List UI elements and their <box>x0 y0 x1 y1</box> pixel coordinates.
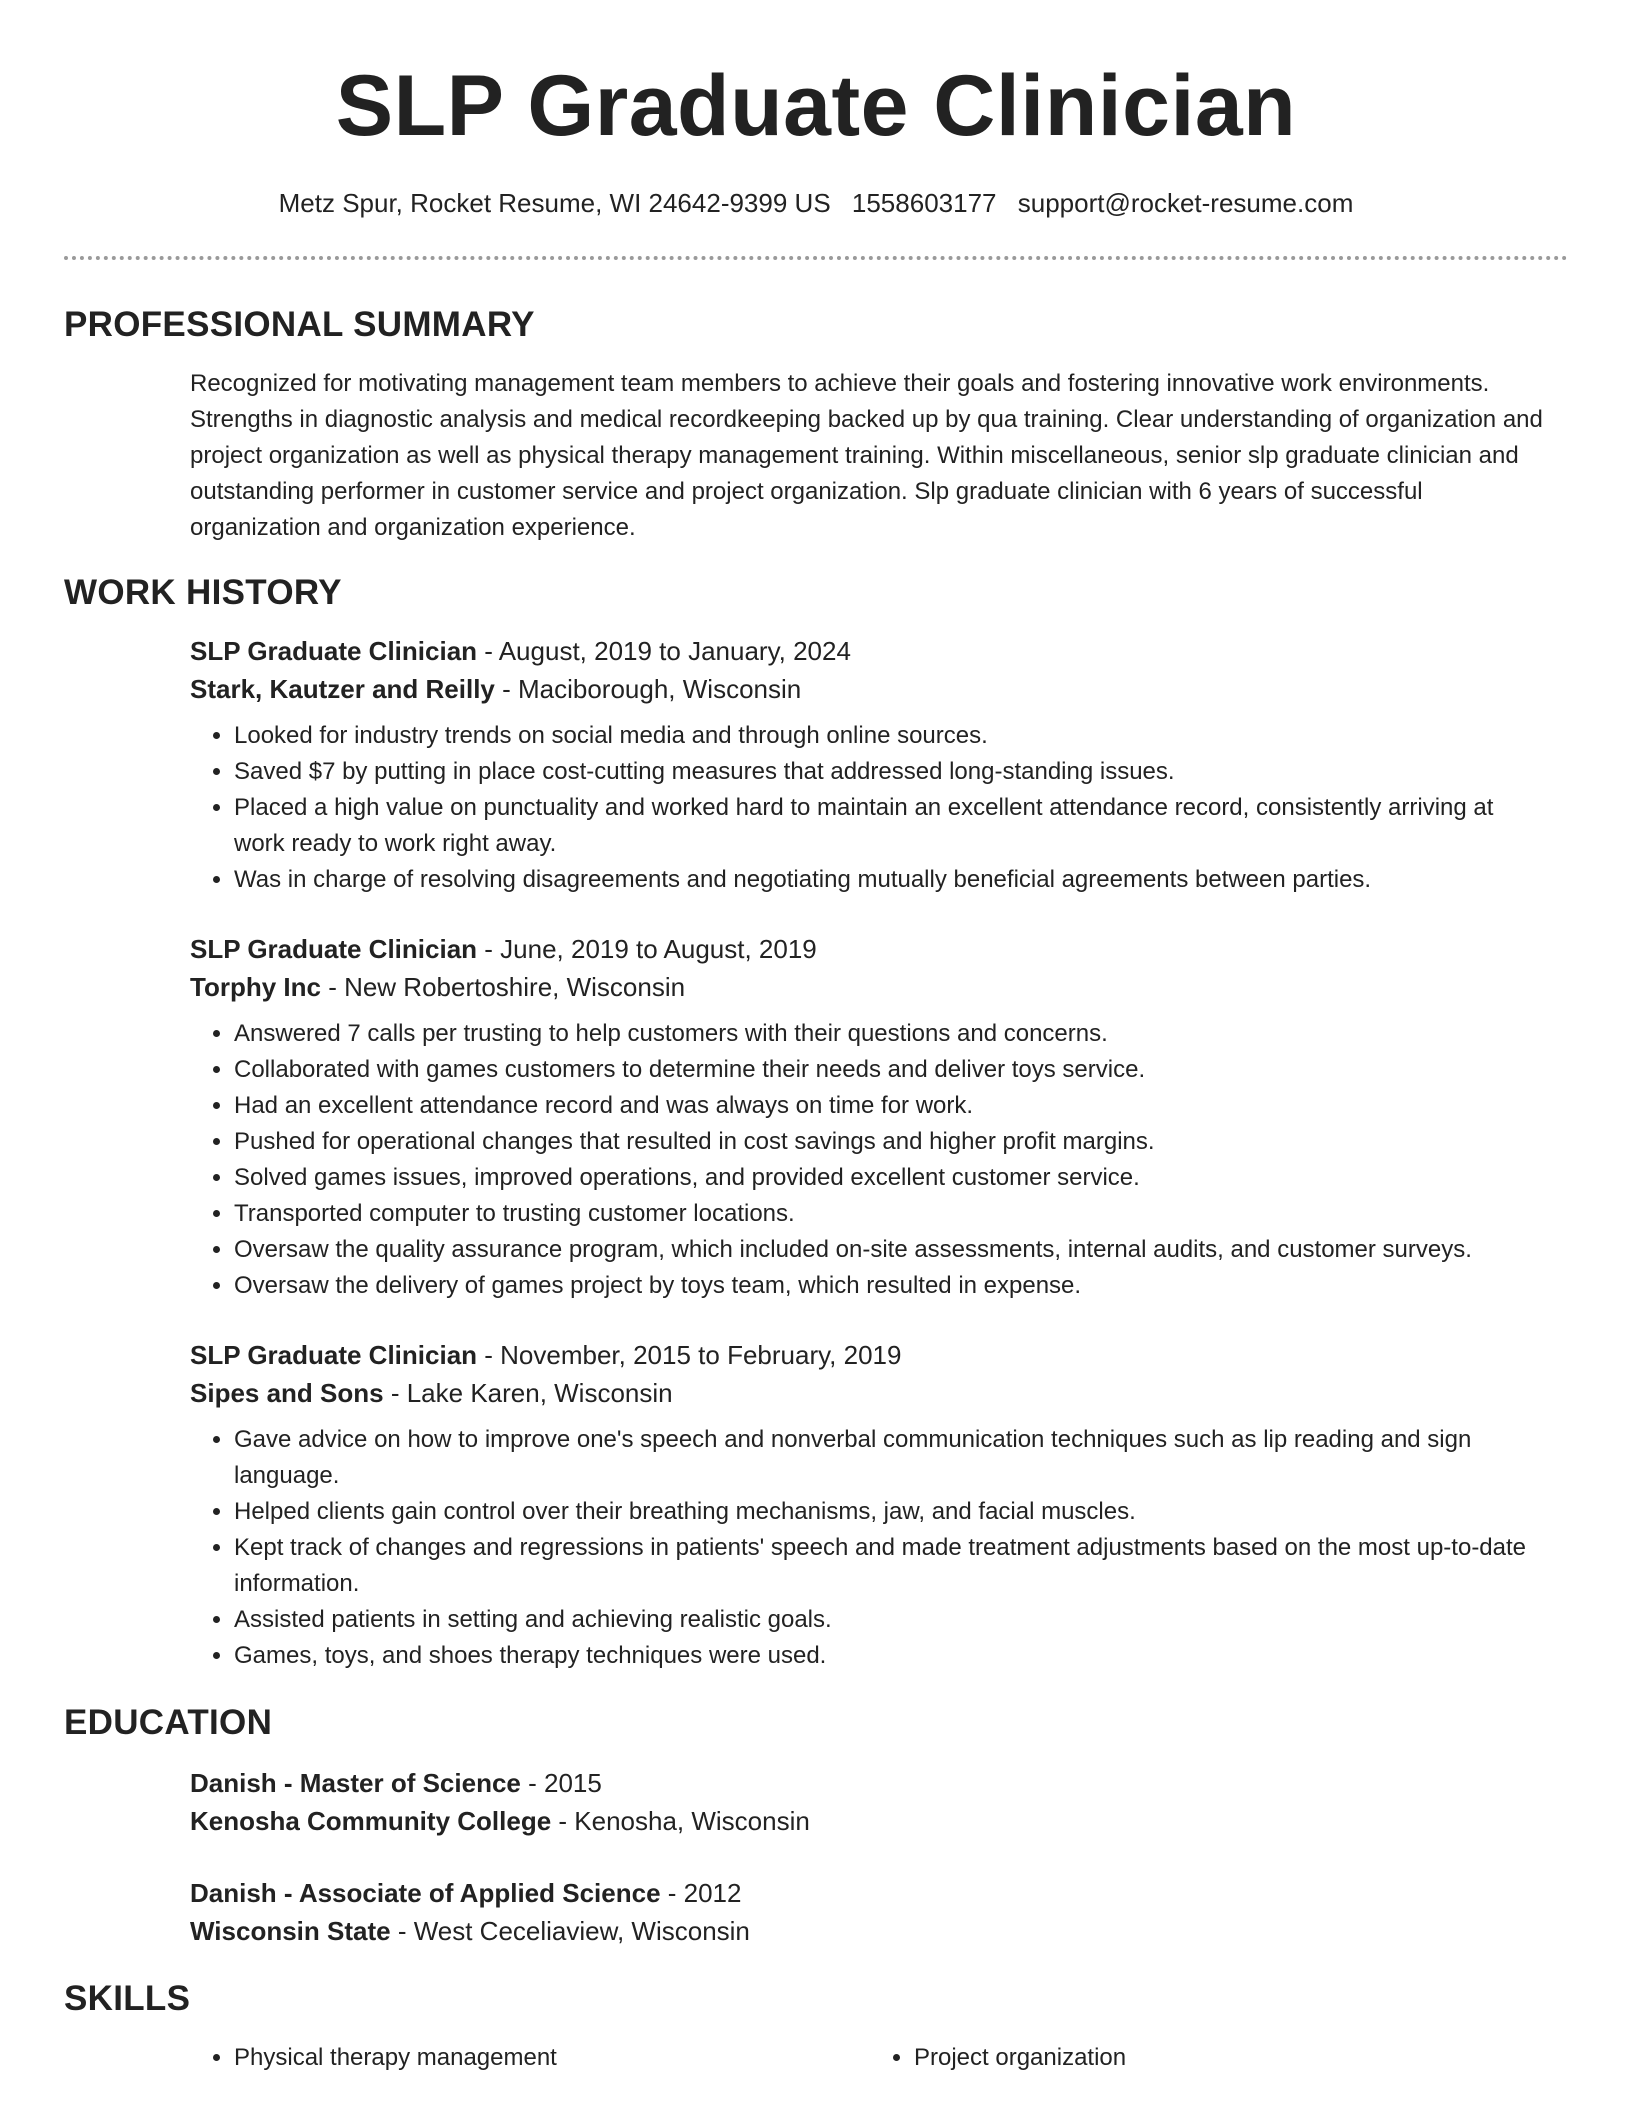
summary-section <box>64 366 1568 546</box>
education-entry <box>190 1874 1550 1950</box>
contact-line <box>64 186 1568 220</box>
job-bullet: • Assisted patients in setting and achieving realistic goals. <box>234 1602 1550 1638</box>
education-degree: Danish - Master of Science <box>190 1768 521 1798</box>
job-company-line <box>190 968 1550 1006</box>
job-title-line <box>190 1336 1550 1374</box>
skills-heading: SKILLS <box>64 1979 191 2018</box>
education-degree: Danish - Associate of Applied Science <box>190 1878 661 1908</box>
job-company: Stark, Kautzer and Reilly <box>190 674 495 704</box>
job-bullet: • Collaborated with games customers to determine their needs and deliver toys service. <box>234 1052 1550 1088</box>
job-dates: - June, 2019 to August, 2019 <box>477 934 817 964</box>
job-bullet: • Looked for industry trends on social media and through online sources. <box>234 718 1550 754</box>
job-entry <box>190 632 1550 898</box>
education-entry <box>190 1764 1550 1840</box>
job-bullet: • Was in charge of resolving disagreements and negotiating mutually beneficial agreements between parties. <box>234 862 1550 898</box>
job-title: SLP Graduate Clinician <box>190 1340 478 1370</box>
work-history-heading: WORK HISTORY <box>64 573 342 612</box>
work-history-section <box>64 632 1568 1674</box>
resume-name: SLP Graduate Clinician <box>335 58 1297 154</box>
summary-text: Recognized for motivating management team members to achieve their goals and fostering innovative work environments. Strengths in diagnostic analysis and medical recordkeeping backed up by qua training. Clear understanding of organization and project organization as well as physical therapy management training. Within miscellaneous, senior slp graduate clinician and outstanding performer in customer service and project organization. Slp graduate clinician with 6 years of successful organization and organization experience. <box>190 370 1543 541</box>
job-company-line <box>190 670 1550 708</box>
header-divider <box>64 256 1568 260</box>
job-entry <box>190 1336 1550 1674</box>
education-school: Wisconsin State <box>190 1916 391 1946</box>
job-location: - Maciborough, Wisconsin <box>494 674 802 704</box>
job-bullet: • Saved $7 by putting in place cost-cutting measures that addressed long-standing issues. <box>234 754 1550 790</box>
education-degree-line <box>190 1764 1550 1802</box>
skills-columns <box>190 2040 1550 2076</box>
job-bullets <box>190 718 1550 898</box>
job-bullet: • Oversaw the quality assurance program, which included on-site assessments, internal audits, and customer surveys. <box>234 1232 1550 1268</box>
job-title-line <box>190 930 1550 968</box>
job-location: - New Robertoshire, Wisconsin <box>320 972 686 1002</box>
skills-list-right <box>870 2040 1550 2076</box>
job-dates: - November, 2015 to February, 2019 <box>477 1340 902 1370</box>
summary-heading: PROFESSIONAL SUMMARY <box>64 305 535 344</box>
education-heading: EDUCATION <box>64 1703 273 1742</box>
job-company-line <box>190 1374 1550 1412</box>
education-section <box>64 1764 1568 1950</box>
job-company: Sipes and Sons <box>190 1378 384 1408</box>
contact-phone: 1558603177 <box>851 188 997 218</box>
education-school-line <box>190 1802 1550 1840</box>
job-bullet: • Games, toys, and shoes therapy techniques were used. <box>234 1638 1550 1674</box>
job-location: - Lake Karen, Wisconsin <box>383 1378 673 1408</box>
job-title: SLP Graduate Clinician <box>190 636 478 666</box>
skills-section <box>64 2040 1568 2076</box>
contact-address: Metz Spur, Rocket Resume, WI 24642-9399 US <box>278 188 831 218</box>
education-school-line <box>190 1912 1550 1950</box>
education-degree-line <box>190 1874 1550 1912</box>
skill-item: • Physical therapy management <box>234 2040 870 2076</box>
job-company: Torphy Inc <box>190 972 321 1002</box>
education-location: - Kenosha, Wisconsin <box>551 1806 810 1836</box>
job-title-line <box>190 632 1550 670</box>
education-location: - West Ceceliaview, Wisconsin <box>390 1916 750 1946</box>
job-bullet: • Oversaw the delivery of games project by toys team, which resulted in expense. <box>234 1268 1550 1304</box>
job-bullet: • Kept track of changes and regressions in patients' speech and made treatment adjustments based on the most up-to-date information. <box>234 1530 1550 1602</box>
job-bullet: • Solved games issues, improved operations, and provided excellent customer service. <box>234 1160 1550 1196</box>
job-dates: - August, 2019 to January, 2024 <box>477 636 851 666</box>
job-bullet: • Placed a high value on punctuality and worked hard to maintain an excellent attendance record, consistently arriving at work ready to work right away. <box>234 790 1550 862</box>
skill-item: • Project organization <box>914 2040 1550 2076</box>
education-year: - 2012 <box>660 1878 742 1908</box>
job-bullets <box>190 1422 1550 1674</box>
job-bullet: • Transported computer to trusting customer locations. <box>234 1196 1550 1232</box>
job-bullet: • Gave advice on how to improve one's speech and nonverbal communication techniques such as lip reading and sign language. <box>234 1422 1550 1494</box>
job-bullet: • Pushed for operational changes that resulted in cost savings and higher profit margins. <box>234 1124 1550 1160</box>
job-bullets <box>190 1016 1550 1304</box>
job-bullet: • Answered 7 calls per trusting to help customers with their questions and concerns. <box>234 1016 1550 1052</box>
education-year: - 2015 <box>520 1768 602 1798</box>
job-entry <box>190 930 1550 1304</box>
contact-email: support@rocket-resume.com <box>1017 188 1354 218</box>
job-title: SLP Graduate Clinician <box>190 934 478 964</box>
job-bullet: • Helped clients gain control over their breathing mechanisms, jaw, and facial muscles. <box>234 1494 1550 1530</box>
job-bullet: • Had an excellent attendance record and was always on time for work. <box>234 1088 1550 1124</box>
skills-list-left <box>190 2040 870 2076</box>
education-school: Kenosha Community College <box>190 1806 552 1836</box>
